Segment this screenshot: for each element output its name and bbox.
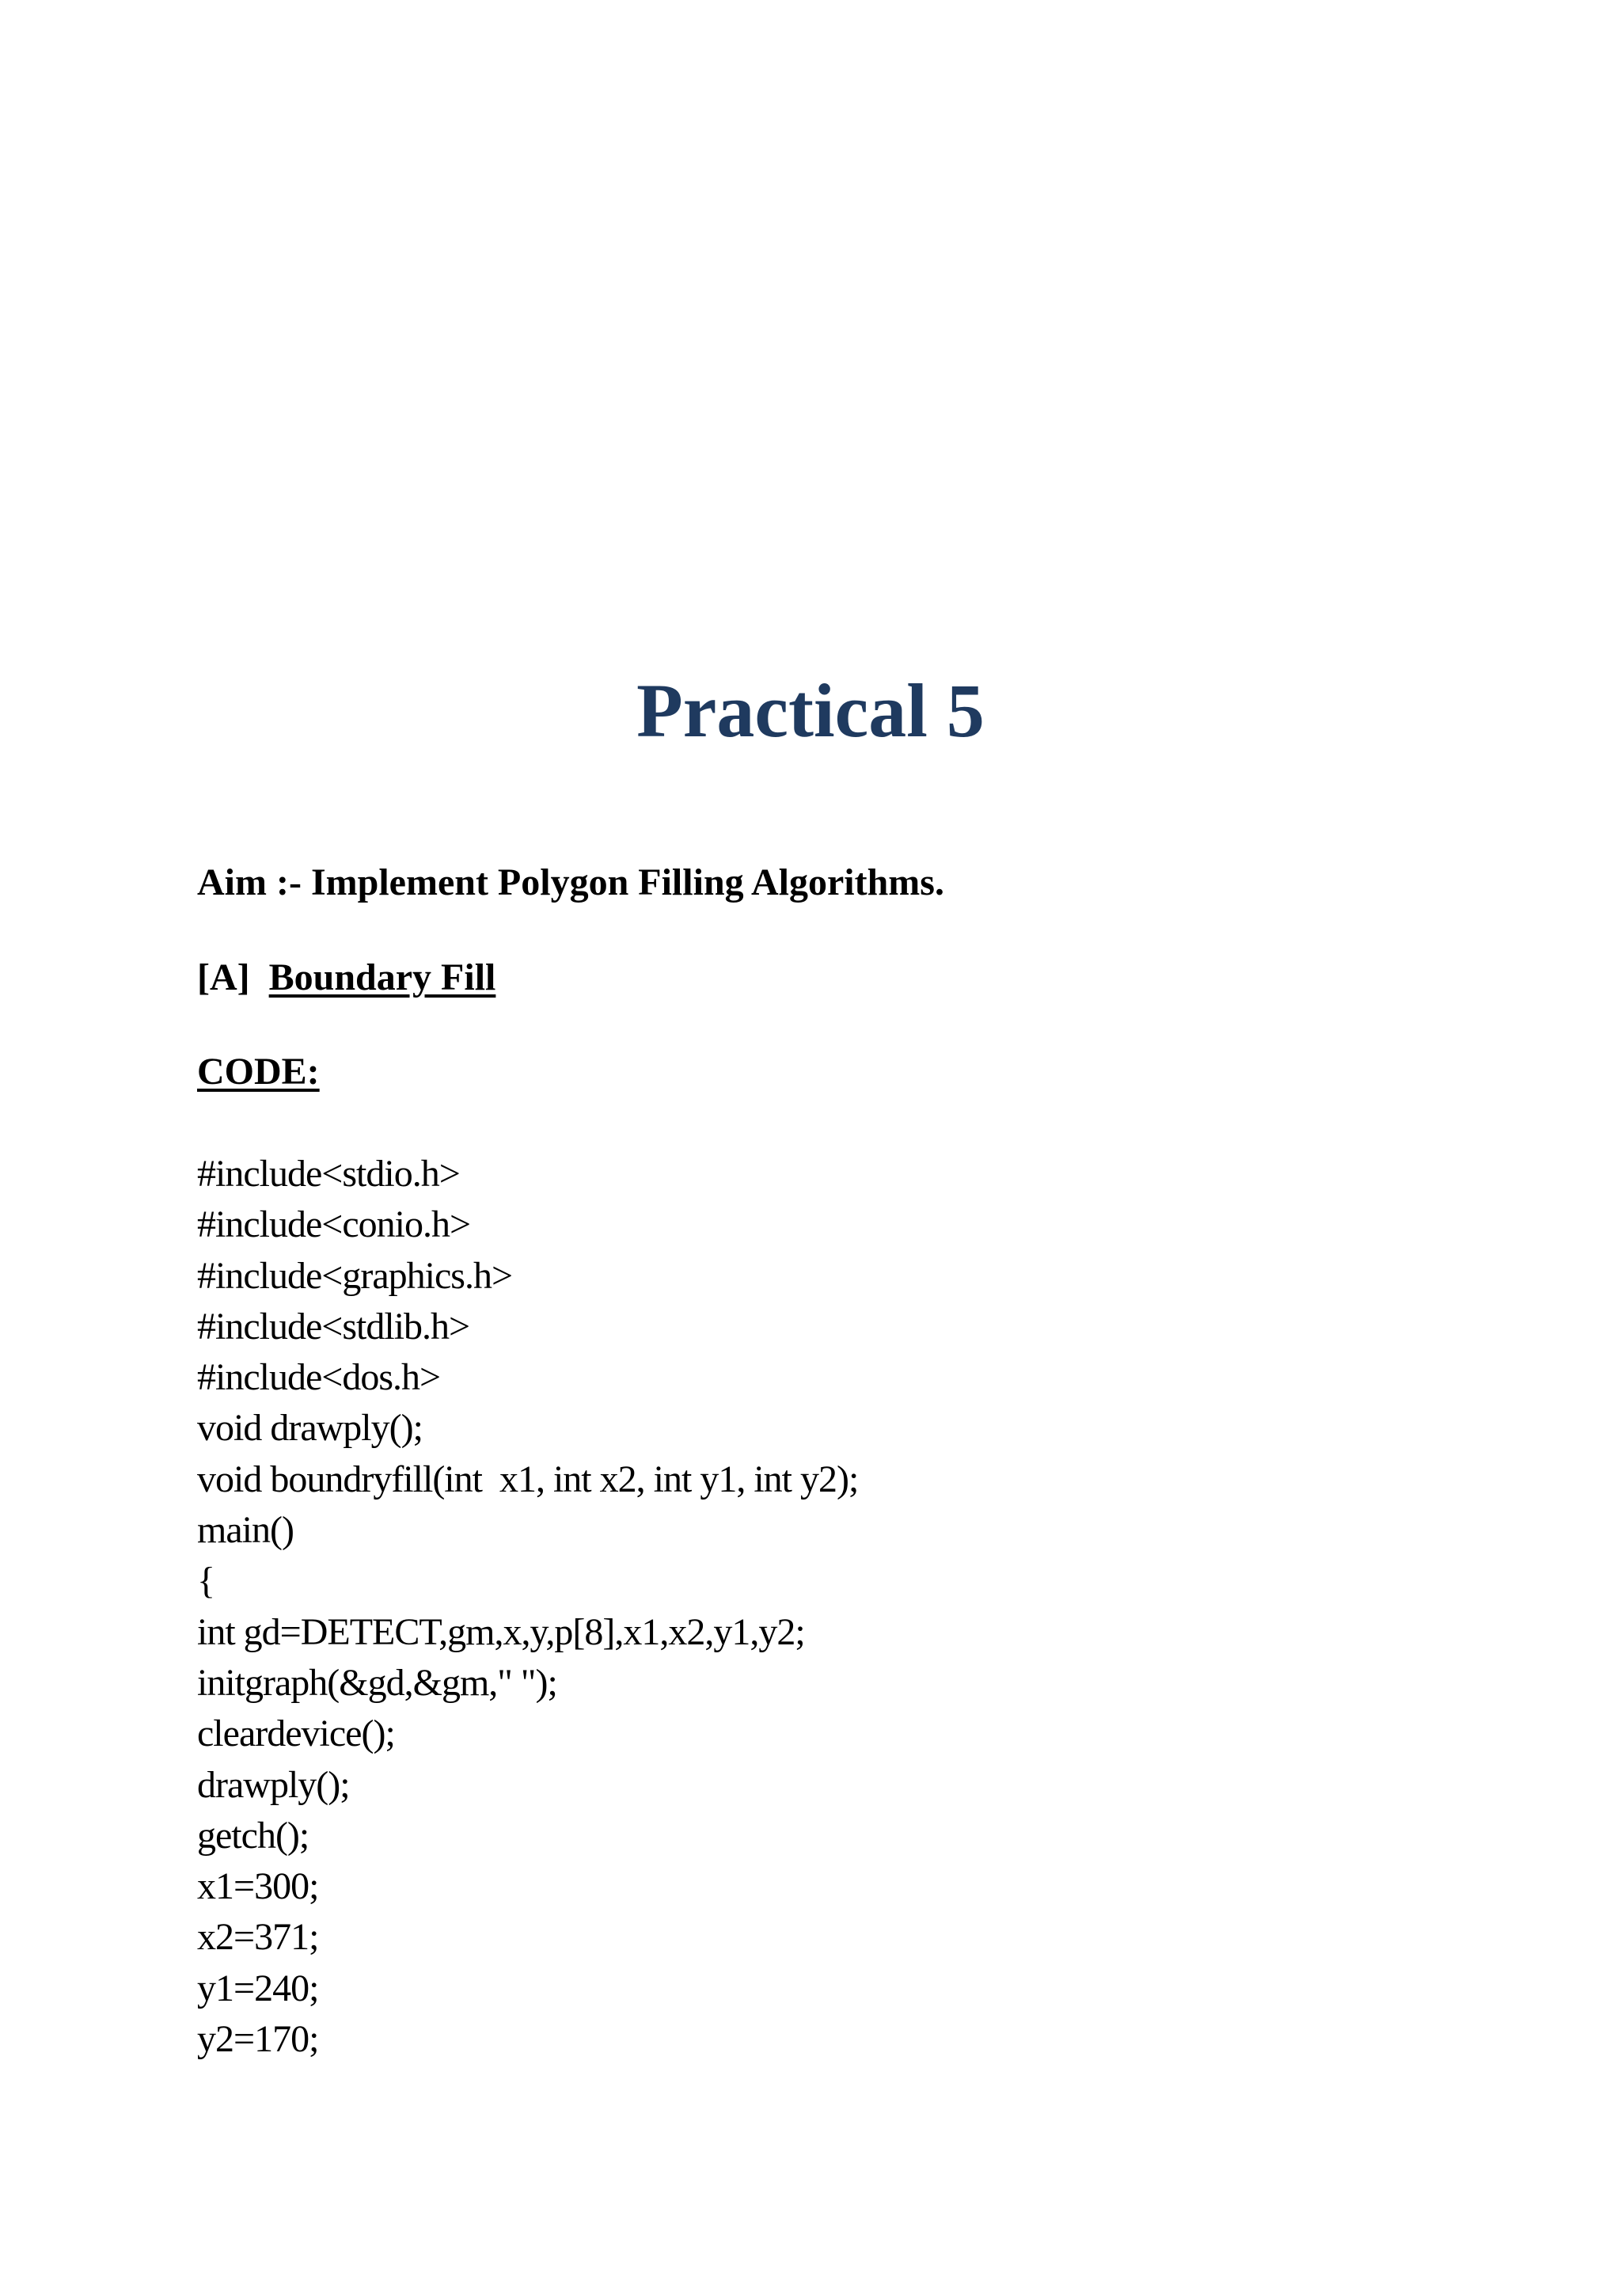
code-line: void boundryfill(int x1, int x2, int y1, int y2); (197, 1458, 859, 1500)
page-title: Practical 5 (636, 668, 985, 753)
code-line: drawply(); (197, 1763, 350, 1806)
aim-statement: Aim :- Implement Polygon Filling Algorithms. (197, 861, 944, 903)
section-heading (197, 954, 1503, 1002)
code-line: #include<conio.h> (197, 1203, 471, 1246)
code-line: cleardevice(); (197, 1712, 395, 1755)
code-line: #include<dos.h> (197, 1356, 441, 1399)
code-line: #include<graphics.h> (197, 1254, 513, 1297)
code-line: y1=240; (197, 1967, 319, 2009)
code-line: x1=300; (197, 1865, 319, 1908)
code-line: getch(); (197, 1814, 309, 1857)
code-line: void drawply(); (197, 1407, 423, 1450)
code-line: #include<stdio.h> (197, 1153, 460, 1195)
document-body (197, 859, 1503, 2065)
code-line: initgraph(&gd,&gm," "); (197, 1661, 557, 1704)
section-label: Boundary Fill (268, 956, 496, 998)
code-heading: CODE: (197, 1051, 320, 1093)
code-line: main() (197, 1509, 294, 1552)
section-marker: [A] (197, 956, 250, 998)
code-line: x2=371; (197, 1916, 319, 1959)
code-line: { (197, 1560, 215, 1602)
code-block (197, 1149, 1503, 2065)
code-line: int gd=DETECT,gm,x,y,p[8],x1,x2,y1,y2; (197, 1610, 805, 1653)
code-line: y2=170; (197, 2018, 319, 2061)
code-line: #include<stdlib.h> (197, 1305, 470, 1348)
